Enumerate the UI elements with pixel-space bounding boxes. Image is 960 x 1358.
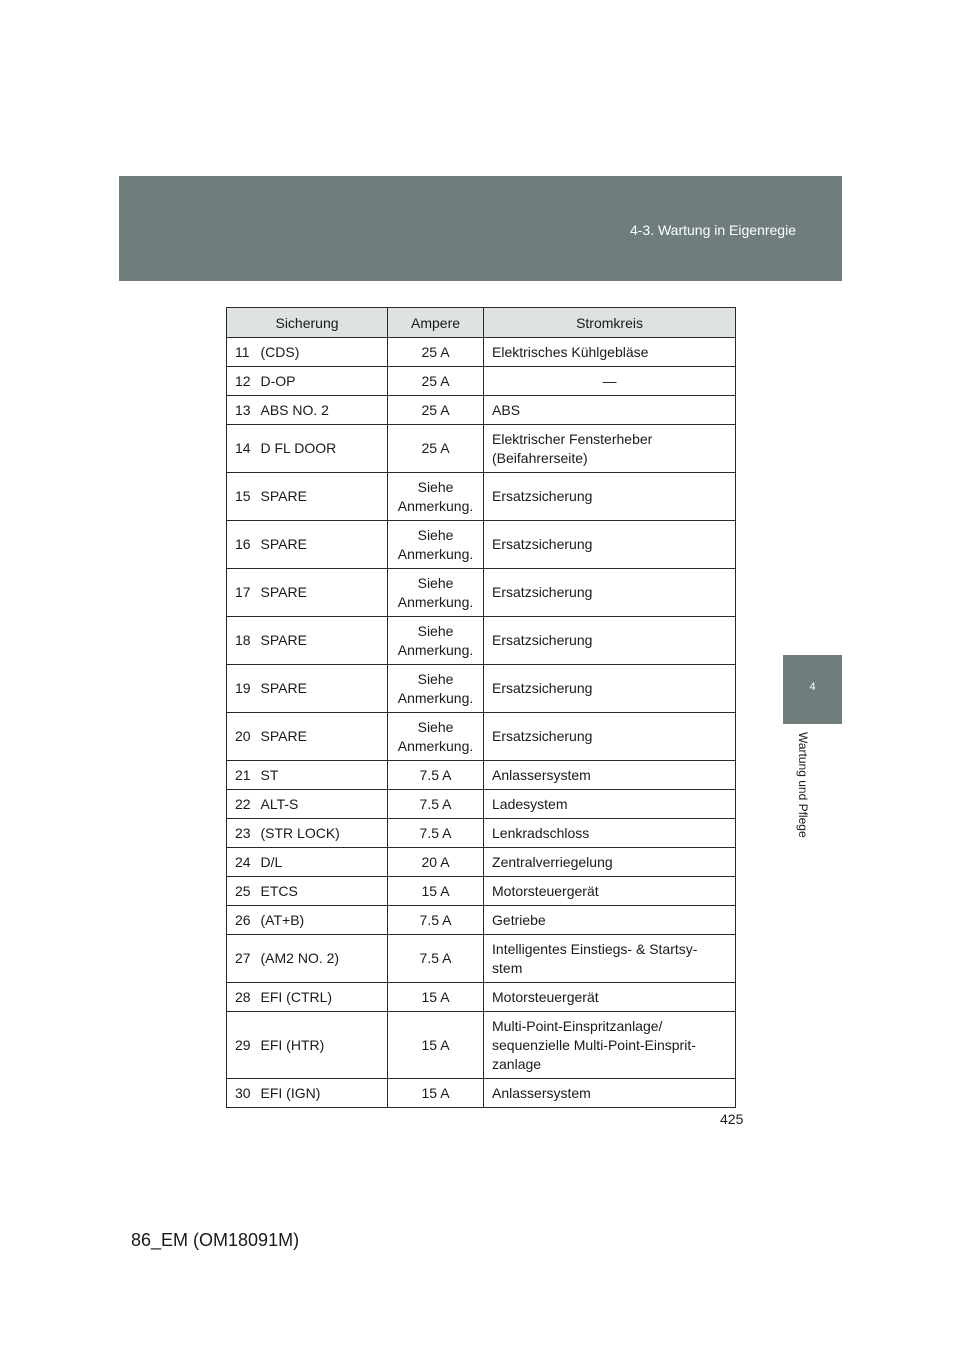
fuse-ampere: 15 A bbox=[388, 1012, 484, 1079]
fuse-number: 24 bbox=[227, 848, 261, 877]
header-sicherung: Sicherung bbox=[227, 308, 388, 338]
table-row bbox=[227, 983, 736, 1012]
fuse-number: 20 bbox=[227, 713, 261, 761]
table-body bbox=[227, 338, 736, 1108]
fuse-circuit: — bbox=[484, 367, 736, 396]
fuse-circuit: Zentralverriegelung bbox=[484, 848, 736, 877]
table-row bbox=[227, 1012, 736, 1079]
table-row bbox=[227, 569, 736, 617]
fuse-circuit: Ladesystem bbox=[484, 790, 736, 819]
fuse-circuit: Motorsteuergerät bbox=[484, 983, 736, 1012]
fuse-name: ST bbox=[261, 761, 388, 790]
table-row bbox=[227, 713, 736, 761]
fuse-circuit: Multi-Point-Einspritzanlage/ sequenzielle Multi-Point-Einsprit-zanlage bbox=[484, 1012, 736, 1079]
fuse-name: SPARE bbox=[261, 665, 388, 713]
fuse-number: 11 bbox=[227, 338, 261, 367]
fuse-ampere: Siehe Anmerkung. bbox=[388, 473, 484, 521]
fuse-name: SPARE bbox=[261, 617, 388, 665]
fuse-circuit: Elektrischer Fensterheber (Beifahrerseite) bbox=[484, 425, 736, 473]
fuse-name: ALT-S bbox=[261, 790, 388, 819]
chapter-tab bbox=[783, 655, 842, 724]
table-row bbox=[227, 617, 736, 665]
fuse-name: SPARE bbox=[261, 473, 388, 521]
fuse-ampere: 25 A bbox=[388, 396, 484, 425]
page-number: 425 bbox=[720, 1111, 744, 1127]
fuse-number: 29 bbox=[227, 1012, 261, 1079]
fuse-name: SPARE bbox=[261, 569, 388, 617]
header-stromkreis: Stromkreis bbox=[484, 308, 736, 338]
fuse-name: (CDS) bbox=[261, 338, 388, 367]
fuse-circuit: Anlassersystem bbox=[484, 1079, 736, 1108]
table-row bbox=[227, 877, 736, 906]
fuse-number: 13 bbox=[227, 396, 261, 425]
fuse-ampere: 7.5 A bbox=[388, 935, 484, 983]
fuse-circuit: Ersatzsicherung bbox=[484, 617, 736, 665]
fuse-name: EFI (HTR) bbox=[261, 1012, 388, 1079]
fuse-table bbox=[226, 307, 736, 1108]
fuse-name: D-OP bbox=[261, 367, 388, 396]
fuse-ampere: 25 A bbox=[388, 367, 484, 396]
table-row bbox=[227, 1079, 736, 1108]
fuse-ampere: 7.5 A bbox=[388, 819, 484, 848]
header-ampere: Ampere bbox=[388, 308, 484, 338]
table-row bbox=[227, 790, 736, 819]
fuse-circuit: Ersatzsicherung bbox=[484, 713, 736, 761]
fuse-ampere: Siehe Anmerkung. bbox=[388, 617, 484, 665]
fuse-name: D/L bbox=[261, 848, 388, 877]
fuse-circuit: Lenkradschloss bbox=[484, 819, 736, 848]
fuse-circuit: Anlassersystem bbox=[484, 761, 736, 790]
fuse-number: 14 bbox=[227, 425, 261, 473]
fuse-name: (AT+B) bbox=[261, 906, 388, 935]
fuse-number: 12 bbox=[227, 367, 261, 396]
section-header-band bbox=[119, 176, 842, 281]
fuse-number: 26 bbox=[227, 906, 261, 935]
fuse-number: 22 bbox=[227, 790, 261, 819]
fuse-ampere: 15 A bbox=[388, 983, 484, 1012]
fuse-name: ETCS bbox=[261, 877, 388, 906]
fuse-name: (STR LOCK) bbox=[261, 819, 388, 848]
fuse-circuit: Elektrisches Kühlgebläse bbox=[484, 338, 736, 367]
table-row bbox=[227, 665, 736, 713]
fuse-number: 25 bbox=[227, 877, 261, 906]
fuse-circuit: ABS bbox=[484, 396, 736, 425]
section-title: 4-3. Wartung in Eigenregie bbox=[629, 222, 796, 238]
table-row bbox=[227, 848, 736, 877]
fuse-name: SPARE bbox=[261, 521, 388, 569]
table-row bbox=[227, 425, 736, 473]
document-code: 86_EM (OM18091M) bbox=[131, 1230, 300, 1250]
fuse-number: 17 bbox=[227, 569, 261, 617]
fuse-number: 16 bbox=[227, 521, 261, 569]
fuse-number: 15 bbox=[227, 473, 261, 521]
table-row bbox=[227, 396, 736, 425]
fuse-number: 19 bbox=[227, 665, 261, 713]
fuse-ampere: 15 A bbox=[388, 877, 484, 906]
fuse-ampere: 7.5 A bbox=[388, 906, 484, 935]
fuse-number: 18 bbox=[227, 617, 261, 665]
table-row bbox=[227, 521, 736, 569]
table-header-row bbox=[227, 308, 736, 338]
fuse-circuit: Intelligentes Einstiegs- & Startsy-stem bbox=[484, 935, 736, 983]
fuse-ampere: 7.5 A bbox=[388, 761, 484, 790]
fuse-circuit: Ersatzsicherung bbox=[484, 473, 736, 521]
fuse-number: 23 bbox=[227, 819, 261, 848]
fuse-circuit: Ersatzsicherung bbox=[484, 569, 736, 617]
fuse-ampere: 20 A bbox=[388, 848, 484, 877]
fuse-ampere: Siehe Anmerkung. bbox=[388, 665, 484, 713]
fuse-ampere: Siehe Anmerkung. bbox=[388, 521, 484, 569]
fuse-circuit: Motorsteuergerät bbox=[484, 877, 736, 906]
fuse-name: ABS NO. 2 bbox=[261, 396, 388, 425]
table-row bbox=[227, 367, 736, 396]
fuse-ampere: 25 A bbox=[388, 338, 484, 367]
fuse-ampere: Siehe Anmerkung. bbox=[388, 569, 484, 617]
fuse-name: SPARE bbox=[261, 713, 388, 761]
fuse-number: 30 bbox=[227, 1079, 261, 1108]
table-row bbox=[227, 906, 736, 935]
fuse-ampere: 15 A bbox=[388, 1079, 484, 1108]
fuse-circuit: Ersatzsicherung bbox=[484, 665, 736, 713]
fuse-circuit: Getriebe bbox=[484, 906, 736, 935]
table-row bbox=[227, 473, 736, 521]
fuse-circuit: Ersatzsicherung bbox=[484, 521, 736, 569]
fuse-name: EFI (CTRL) bbox=[261, 983, 388, 1012]
table-row bbox=[227, 761, 736, 790]
fuse-name: (AM2 NO. 2) bbox=[261, 935, 388, 983]
table-row bbox=[227, 819, 736, 848]
fuse-name: D FL DOOR bbox=[261, 425, 388, 473]
fuse-ampere: 7.5 A bbox=[388, 790, 484, 819]
fuse-ampere: 25 A bbox=[388, 425, 484, 473]
table-row bbox=[227, 338, 736, 367]
table-row bbox=[227, 935, 736, 983]
fuse-name: EFI (IGN) bbox=[261, 1079, 388, 1108]
fuse-number: 27 bbox=[227, 935, 261, 983]
fuse-number: 21 bbox=[227, 761, 261, 790]
chapter-label: Wartung und Pflege bbox=[796, 732, 810, 838]
fuse-ampere: Siehe Anmerkung. bbox=[388, 713, 484, 761]
chapter-number: 4 bbox=[809, 681, 816, 693]
fuse-number: 28 bbox=[227, 983, 261, 1012]
